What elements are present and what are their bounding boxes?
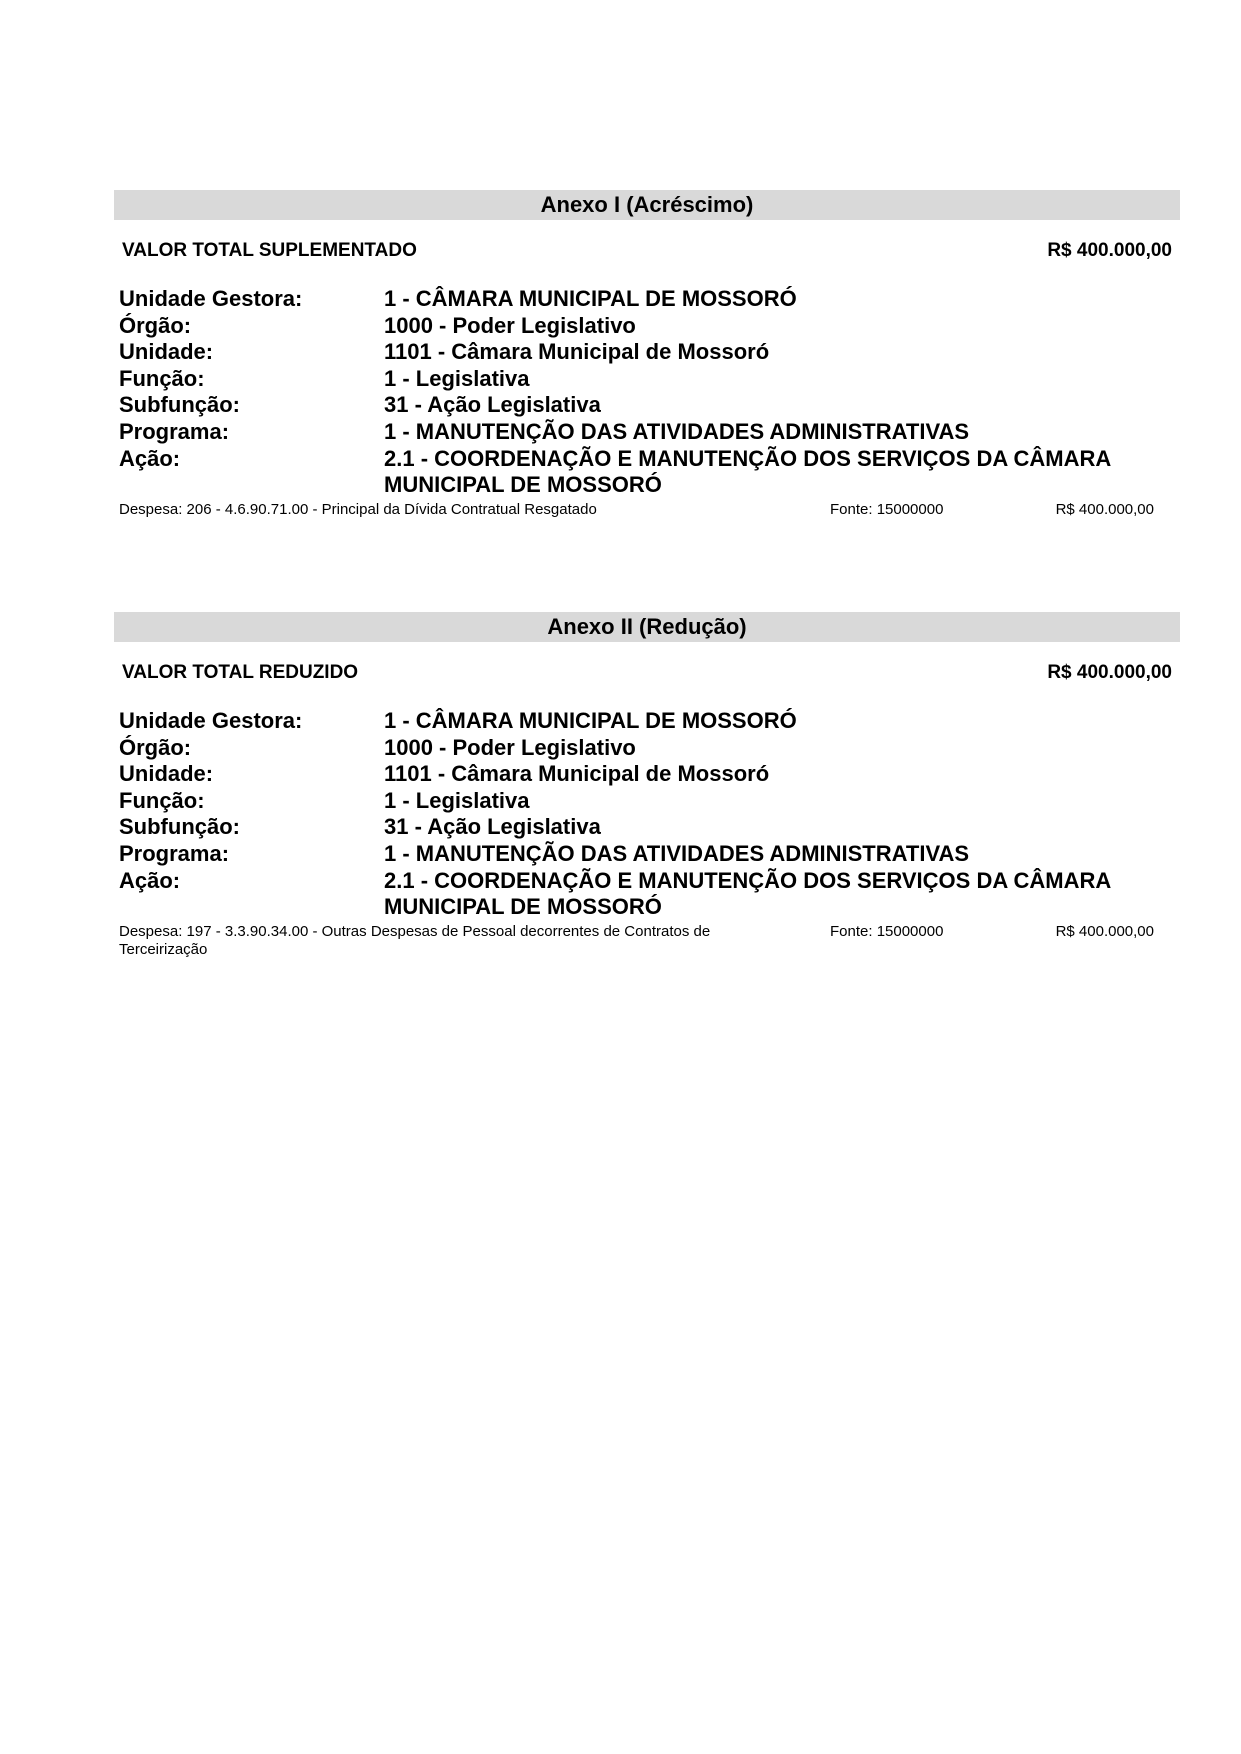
field-funcao <box>114 788 1180 815</box>
field-unidade <box>114 339 1180 366</box>
expense-source: Fonte: 15000000 <box>830 500 944 518</box>
field-funcao <box>114 366 1180 393</box>
field-subfuncao <box>114 392 1180 419</box>
field-label: Subfunção: <box>119 392 240 418</box>
field-value: 2.1 - COORDENAÇÃO E MANUTENÇÃO DOS SERVIÇOS DA CÂMARA MUNICIPAL DE MOSSORÓ <box>384 867 1111 920</box>
field-value: 1 - MANUTENÇÃO DAS ATIVIDADES ADMINISTRATIVAS <box>384 418 970 444</box>
field-value: 1 - CÂMARA MUNICIPAL DE MOSSORÓ <box>384 286 797 311</box>
field-programa <box>114 419 1180 446</box>
field-value: 31 - Ação Legislativa <box>384 814 601 840</box>
field-value: 1 - Legislativa <box>384 787 530 813</box>
field-value: 31 - Ação Legislativa <box>384 392 601 418</box>
expense-row <box>114 923 1180 959</box>
budget-fields <box>114 286 1180 499</box>
field-label: Órgão: <box>119 734 192 760</box>
total-value: R$ 400.000,00 <box>1047 662 1172 683</box>
annex-title: Anexo II (Redução) <box>114 612 1180 642</box>
field-acao <box>114 868 1180 921</box>
field-value: 1000 - Poder Legislativo <box>384 734 636 760</box>
field-label: Unidade Gestora: <box>119 708 303 733</box>
field-value: 1101 - Câmara Municipal de Mossoró <box>384 339 770 365</box>
field-value: 1 - CÂMARA MUNICIPAL DE MOSSORÓ <box>384 708 797 733</box>
field-label: Unidade Gestora: <box>119 286 303 311</box>
field-label: Programa: <box>119 418 230 444</box>
annex-section-reducao <box>114 612 1180 959</box>
annex-title: Anexo I (Acréscimo) <box>114 190 1180 220</box>
field-value: 1101 - Câmara Municipal de Mossoró <box>384 761 770 787</box>
expense-value: R$ 400.000,00 <box>1055 922 1154 940</box>
field-label: Órgão: <box>119 312 192 338</box>
field-unidade-gestora <box>114 708 1180 735</box>
field-label: Ação: <box>119 445 181 471</box>
total-row <box>114 660 1180 686</box>
field-label: Unidade: <box>119 761 214 787</box>
field-label: Unidade: <box>119 339 214 365</box>
expense-value: R$ 400.000,00 <box>1055 500 1154 518</box>
field-label: Programa: <box>119 840 230 866</box>
total-label: VALOR TOTAL SUPLEMENTADO <box>122 240 417 261</box>
field-value: 1000 - Poder Legislativo <box>384 312 636 338</box>
field-unidade <box>114 761 1180 788</box>
field-orgao <box>114 313 1180 340</box>
field-programa <box>114 841 1180 868</box>
budget-fields <box>114 708 1180 921</box>
field-value: 2.1 - COORDENAÇÃO E MANUTENÇÃO DOS SERVIÇOS DA CÂMARA MUNICIPAL DE MOSSORÓ <box>384 445 1111 498</box>
field-value: 1 - MANUTENÇÃO DAS ATIVIDADES ADMINISTRATIVAS <box>384 840 970 866</box>
expense-description: Despesa: 197 - 3.3.90.34.00 - Outras Despesas de Pessoal decorrentes de Contratos de Terceirização <box>119 922 711 958</box>
field-acao <box>114 446 1180 499</box>
field-unidade-gestora <box>114 286 1180 313</box>
expense-row <box>114 501 1180 521</box>
expense-description: Despesa: 206 - 4.6.90.71.00 - Principal da Dívida Contratual Resgatado <box>119 500 597 518</box>
field-label: Função: <box>119 365 205 391</box>
total-value: R$ 400.000,00 <box>1047 240 1172 261</box>
total-row <box>114 238 1180 264</box>
field-label: Ação: <box>119 867 181 893</box>
field-value: 1 - Legislativa <box>384 365 530 391</box>
expense-source: Fonte: 15000000 <box>830 922 944 940</box>
total-label: VALOR TOTAL REDUZIDO <box>122 662 359 683</box>
field-subfuncao <box>114 814 1180 841</box>
field-label: Subfunção: <box>119 814 240 840</box>
field-label: Função: <box>119 787 205 813</box>
field-orgao <box>114 735 1180 762</box>
annex-section-acrescimo <box>114 190 1180 521</box>
